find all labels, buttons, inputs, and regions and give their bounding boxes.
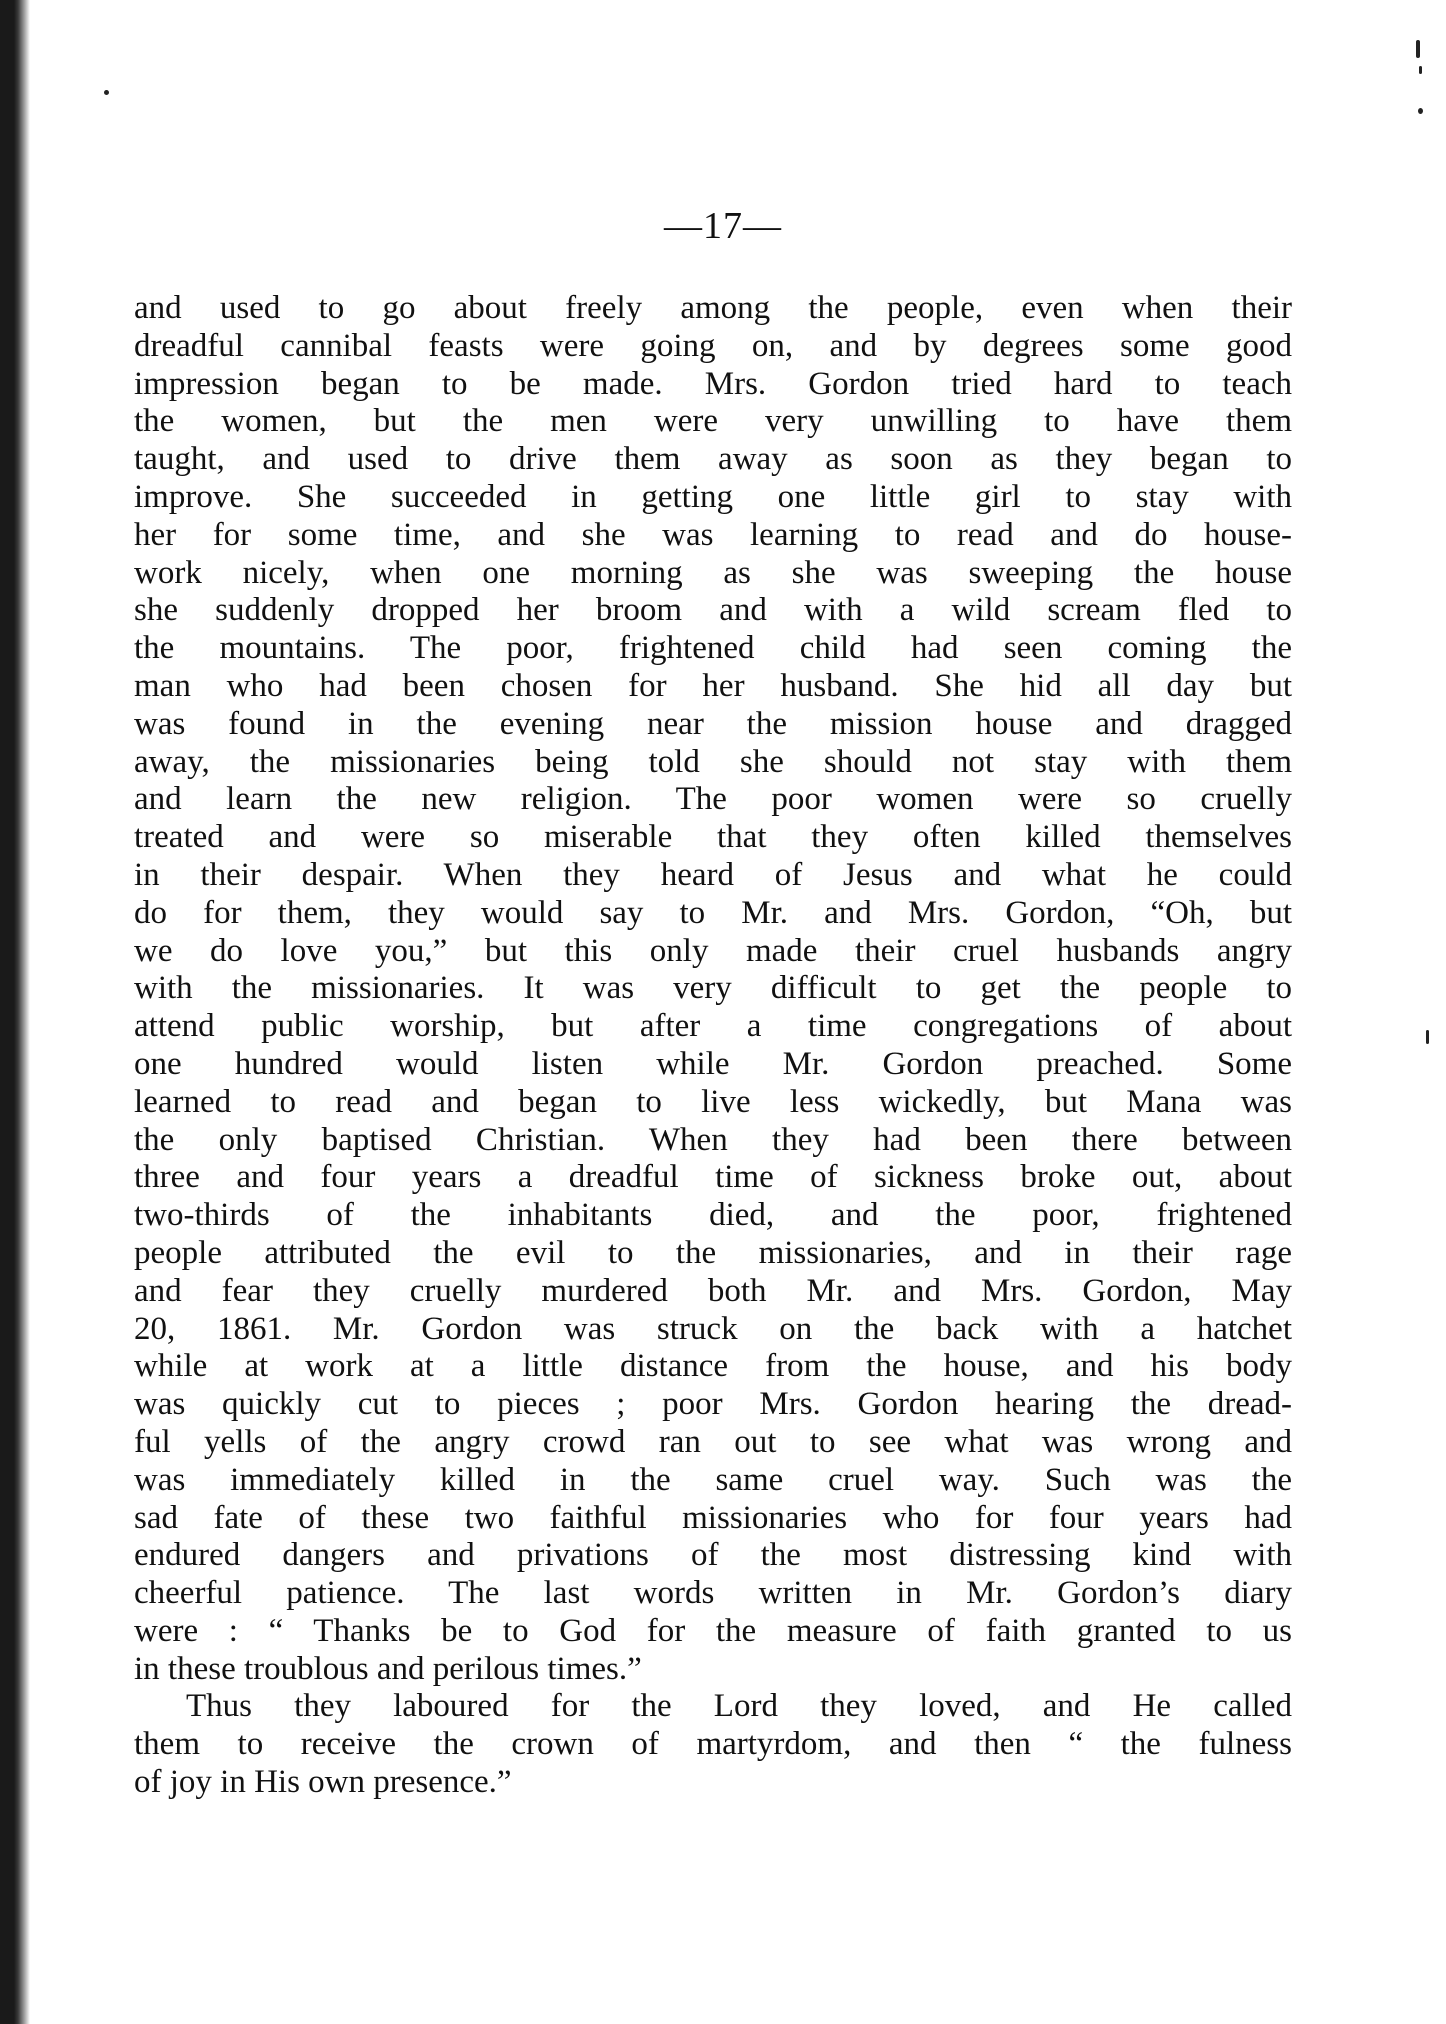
text-line: them to receive the crown of martyrdom, and then “ the fulness [134, 1726, 1292, 1763]
text-line: 20, 1861. Mr. Gordon was struck on the back with a hatchet [134, 1310, 1292, 1347]
speck-mark [104, 90, 109, 95]
speck-mark [1419, 66, 1422, 74]
text-line: we do love you,” but this only made their cruel husbands angry [134, 932, 1292, 969]
text-line: the mountains. The poor, frightened child had seen coming the [134, 630, 1292, 667]
text-line: the only baptised Christian. When they had been there between [134, 1121, 1292, 1158]
text-line: ful yells of the angry crowd ran out to see what was wrong and [134, 1423, 1292, 1460]
text-line: attend public worship, but after a time congregations of about [134, 1008, 1292, 1045]
text-line: taught, and used to drive them away as soon as they began to [134, 441, 1292, 478]
text-line: she suddenly dropped her broom and with a wild scream fled to [134, 592, 1292, 629]
text-line: in their despair. When they heard of Jesus and what he could [134, 856, 1292, 893]
text-line: treated and were so miserable that they often killed themselves [134, 819, 1292, 856]
text-line: was quickly cut to pieces ; poor Mrs. Gordon hearing the dread- [134, 1386, 1292, 1423]
text-line: learned to read and began to live less wickedly, but Mana was [134, 1083, 1292, 1120]
paragraph-2 [134, 1688, 1292, 1801]
text-line: Thus they laboured for the Lord they loved, and He called [186, 1688, 1292, 1725]
text-line: one hundred would listen while Mr. Gordon preached. Some [134, 1045, 1292, 1082]
text-line: two-thirds of the inhabitants died, and the poor, frightened [134, 1197, 1292, 1234]
text-line: were : “ Thanks be to God for the measure of faith granted to us [134, 1612, 1292, 1649]
text-line: man who had been chosen for her husband. She hid all day but [134, 667, 1292, 704]
text-line: endured dangers and privations of the most distressing kind with [134, 1537, 1292, 1574]
text-line: three and four years a dreadful time of sickness broke out, about [134, 1159, 1292, 1196]
text-line: away, the missionaries being told she should not stay with them [134, 743, 1292, 780]
text-line: and learn the new religion. The poor women were so cruelly [134, 781, 1292, 818]
speck-mark [1416, 40, 1420, 58]
speck-mark [1418, 108, 1423, 114]
text-line: cheerful patience. The last words written in Mr. Gordon’s diary [134, 1575, 1292, 1612]
text-line: people attributed the evil to the missionaries, and in their rage [134, 1234, 1292, 1271]
paragraph-1 [134, 290, 1292, 1688]
text-line: work nicely, when one morning as she was sweeping the house [134, 554, 1292, 591]
page-number: —17— [664, 205, 782, 247]
text-line: and fear they cruelly murdered both Mr. and Mrs. Gordon, May [134, 1272, 1292, 1309]
text-line: improve. She succeeded in getting one little girl to stay with [134, 478, 1292, 515]
text-line: impression began to be made. Mrs. Gordon tried hard to teach [134, 365, 1292, 402]
text-line: of joy in His own presence.” [134, 1764, 512, 1801]
text-line: and used to go about freely among the people, even when their [134, 290, 1292, 326]
binding-edge [0, 0, 30, 2024]
text-line: do for them, they would say to Mr. and Mrs. Gordon, “Oh, but [134, 894, 1292, 931]
text-line: dreadful cannibal feasts were going on, and by degrees some good [134, 327, 1292, 364]
text-line: sad fate of these two faithful missionaries who for four years had [134, 1499, 1292, 1536]
text-line: with the missionaries. It was very difficult to get the people to [134, 970, 1292, 1007]
text-line: in these troublous and perilous times.” [134, 1650, 642, 1687]
text-line: was found in the evening near the mission house and dragged [134, 705, 1292, 742]
text-line: the women, but the men were very unwilling to have them [134, 403, 1292, 440]
text-line: was immediately killed in the same cruel way. Such was the [134, 1461, 1292, 1498]
text-line: while at work at a little distance from the house, and his body [134, 1348, 1292, 1385]
speck-mark [1426, 1030, 1429, 1044]
body-text [134, 290, 1292, 1802]
text-line: her for some time, and she was learning to read and do house- [134, 516, 1292, 553]
